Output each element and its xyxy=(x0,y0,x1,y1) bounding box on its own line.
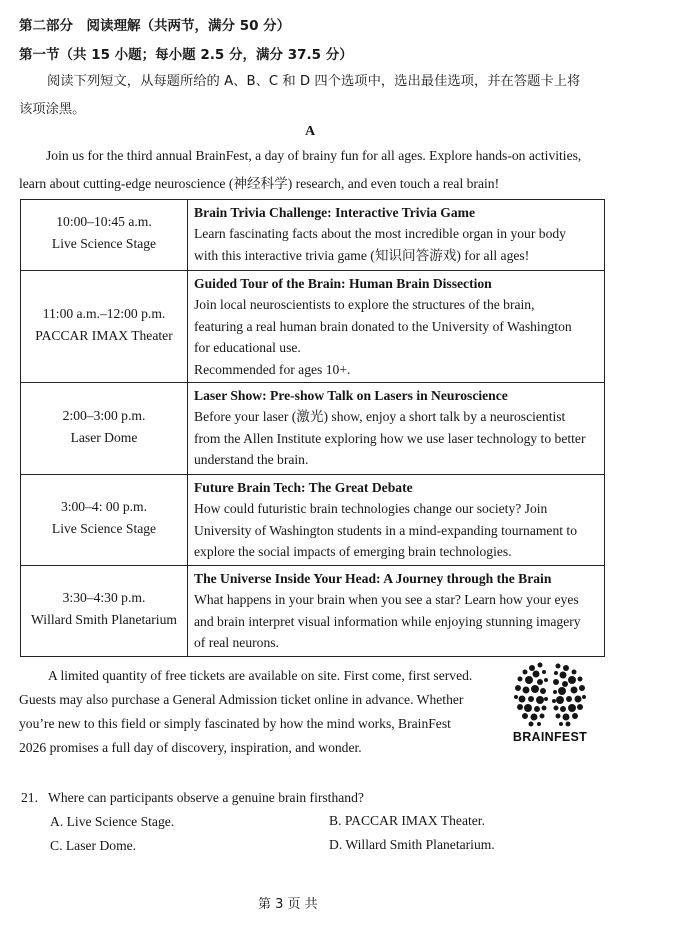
event-place: Laser Dome xyxy=(70,429,138,445)
event-time: 3:00–4: 00 p.m. xyxy=(60,499,148,515)
schedule-what xyxy=(188,566,605,657)
event-time: 10:00–10:45 a.m. xyxy=(56,214,152,229)
schedule-what xyxy=(188,271,605,383)
brainfest-logo xyxy=(510,660,590,748)
event-title: Brain Trivia Challenge: Interactive Trivia Game xyxy=(194,205,476,220)
event-time: 11:00 a.m.–12:00 p.m. xyxy=(42,305,166,321)
event-desc-line: from the Allen Institute exploring how we use laser technology to better xyxy=(194,430,586,446)
intro-line-2: learn about cutting-edge neuroscience (神经科学) research, and even touch a real brain! xyxy=(19,176,500,191)
event-desc-line: Join local neuroscientists to explore the structures of the brain, xyxy=(194,297,535,313)
event-place: PACCAR IMAX Theater xyxy=(35,327,173,343)
event-desc-line: Learn fascinating facts about the most incredible organ in your body xyxy=(194,226,566,242)
question-number: 21. xyxy=(21,790,38,805)
event-desc-line: understand the brain. xyxy=(194,452,309,468)
event-place: Live Science Stage xyxy=(51,236,157,251)
schedule-what xyxy=(188,475,605,566)
event-desc-line: Recommended for ages 10+. xyxy=(194,361,351,377)
question-stem: Where can participants observe a genuine brain firsthand? xyxy=(48,790,364,805)
section-title: 第一节（共 15 小题；每小题 2.5 分，满分 37.5 分） xyxy=(19,47,353,63)
closing-line-1: A limited quantity of free tickets are available on site. First come, first served. xyxy=(48,668,473,683)
closing-line-2: Guests may also purchase a General Admission ticket online in advance. Whether xyxy=(19,692,464,707)
instruction-line-2: 该项涂黑。 xyxy=(19,102,86,117)
event-desc-line: with this interactive trivia game (知识问答游戏) for all ages! xyxy=(194,247,530,263)
event-time: 3:30–4:30 p.m. xyxy=(62,590,146,606)
event-desc-line: and brain interpret visual information while enjoying stunning imagery xyxy=(194,613,581,629)
brainfest-logo-text: BRAINFEST xyxy=(512,730,588,744)
instruction-line-1: 阅读下列短文，从每题所给的 A、B、C 和 D 四个选项中，选出最佳选项，并在答题卡上将 xyxy=(47,74,581,89)
intro-line-1: Join us for the third annual BrainFest, a day of brainy fun for all ages. Explore hands-on activities, xyxy=(46,148,582,163)
schedule-row xyxy=(21,566,605,657)
brain-dots-icon xyxy=(510,660,590,730)
closing-line-4: 2026 promises a full day of discovery, inspiration, and wonder. xyxy=(19,740,362,755)
event-desc-line: How could futuristic brain technologies change our society? Join xyxy=(194,501,548,517)
option-a[interactable]: A. Live Science Stage. xyxy=(50,814,175,829)
schedule-when xyxy=(21,200,188,271)
event-desc-line: Before your laser (激光) show, enjoy a short talk by a neuroscientist xyxy=(194,409,566,425)
event-title: Future Brain Tech: The Great Debate xyxy=(194,480,413,496)
schedule-row xyxy=(21,200,605,271)
option-b[interactable]: B. PACCAR IMAX Theater. xyxy=(329,813,485,828)
event-title: Laser Show: Pre-show Talk on Lasers in Neuroscience xyxy=(194,388,508,404)
event-time: 2:00–3:00 p.m. xyxy=(62,407,146,423)
schedule-when xyxy=(21,383,188,475)
option-c[interactable]: C. Laser Dome. xyxy=(50,838,137,853)
event-title: Guided Tour of the Brain: Human Brain Dissection xyxy=(194,276,492,291)
part-title: 第二部分 阅读理解（共两节，满分 50 分） xyxy=(19,18,291,34)
schedule-table xyxy=(20,199,605,657)
event-place: Live Science Stage xyxy=(51,521,157,537)
event-place: Willard Smith Planetarium xyxy=(31,612,177,628)
event-desc-line: for educational use. xyxy=(194,340,301,356)
event-title: The Universe Inside Your Head: A Journey through the Brain xyxy=(194,571,552,587)
event-desc-line: explore the social impacts of emerging brain technologies. xyxy=(194,544,512,560)
event-desc-line: of real neurons. xyxy=(194,635,279,651)
schedule-row xyxy=(21,475,605,566)
closing-line-3: you’re new to this field or simply fascinated by how the mind works, BrainFest xyxy=(19,716,451,731)
event-desc-line: University of Washington students in a mind-expanding tournament to xyxy=(194,522,578,538)
page-number: 第 3 页 共 xyxy=(258,897,318,912)
schedule-when xyxy=(21,271,188,383)
schedule-row xyxy=(21,383,605,475)
schedule-row xyxy=(21,271,605,383)
event-desc-line: What happens in your brain when you see a star? Learn how your eyes xyxy=(194,592,579,608)
event-desc-line: featuring a real human brain donated to the University of Washington xyxy=(194,318,572,334)
schedule-what xyxy=(188,200,605,271)
schedule-what xyxy=(188,383,605,475)
option-d[interactable]: D. Willard Smith Planetarium. xyxy=(329,837,495,852)
schedule-when xyxy=(21,566,188,657)
passage-letter: A xyxy=(305,124,316,139)
schedule-when xyxy=(21,475,188,566)
